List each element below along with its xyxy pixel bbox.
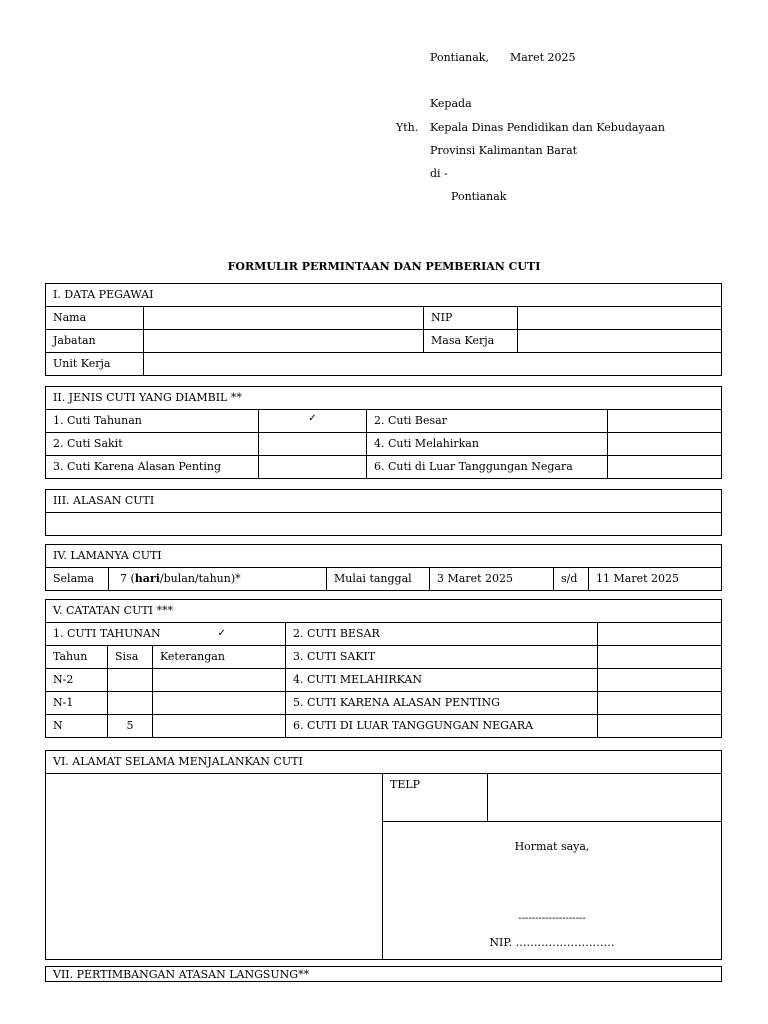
section5-heading: V. CATATAN CUTI ***: [46, 600, 722, 623]
jenis-cuti-check-cell[interactable]: [259, 433, 367, 456]
nip-label: NIP: [424, 307, 518, 330]
catatan-field[interactable]: [598, 623, 722, 646]
tahun-header: Tahun: [46, 646, 108, 669]
yth-label: Yth.: [396, 121, 419, 134]
masa-kerja-label: Masa Kerja: [424, 330, 518, 353]
nama-field[interactable]: [144, 307, 424, 330]
jenis-cuti-check-cell[interactable]: [608, 456, 722, 479]
duration-field[interactable]: [109, 568, 327, 591]
jenis-cuti-label: 2. Cuti Sakit: [46, 433, 259, 456]
checkmark-icon: ✓: [217, 628, 226, 639]
keterangan-cell[interactable]: [153, 669, 286, 692]
catatan-label: 4. CUTI MELAHIRKAN: [286, 669, 598, 692]
section-data-pegawai: [45, 283, 722, 376]
unit-kerja-field[interactable]: [144, 353, 722, 376]
catatan-field[interactable]: [598, 669, 722, 692]
duration-unit: hari: [134, 572, 160, 585]
jenis-cuti-label: 4. Cuti Melahirkan: [367, 433, 608, 456]
telp-field[interactable]: [488, 774, 722, 822]
section6-heading: VI. ALAMAT SELAMA MENJALANKAN CUTI: [46, 751, 722, 774]
nama-label: Nama: [46, 307, 144, 330]
jenis-cuti-check-cell[interactable]: [608, 410, 722, 433]
jenis-cuti-label: 2. Cuti Besar: [367, 410, 608, 433]
jenis-cuti-check-cell[interactable]: [608, 433, 722, 456]
tahun-cell: N-1: [46, 692, 108, 715]
jabatan-field[interactable]: [144, 330, 424, 353]
catatan-field[interactable]: [598, 692, 722, 715]
alamat-field[interactable]: [46, 774, 383, 960]
section1-heading: I. DATA PEGAWAI: [46, 284, 722, 307]
catatan-label: 3. CUTI SAKIT: [286, 646, 598, 669]
cuti-tahunan-cell: [46, 623, 286, 646]
recipient-line-3: di -: [430, 167, 448, 180]
sisa-cell[interactable]: 5: [108, 715, 153, 738]
sisa-cell[interactable]: [108, 692, 153, 715]
recipient-line-1: Kepala Dinas Pendidikan dan Kebudayaan: [430, 121, 665, 134]
form-title: FORMULIR PERMINTAAN DAN PEMBERIAN CUTI: [227, 260, 541, 273]
section2-heading: II. JENIS CUTI YANG DIAMBIL **: [46, 387, 722, 410]
keterangan-header: Keterangan: [153, 646, 286, 669]
duration-options: /bulan/tahun)*: [159, 572, 241, 585]
jabatan-label: Jabatan: [46, 330, 144, 353]
section-alasan-cuti: [45, 489, 722, 536]
keterangan-cell[interactable]: [153, 692, 286, 715]
kepada-label: Kepada: [430, 97, 472, 110]
end-date-field[interactable]: 11 Maret 2025: [589, 568, 722, 591]
unit-kerja-label: Unit Kerja: [46, 353, 144, 376]
keterangan-cell[interactable]: [153, 715, 286, 738]
duration-number: 7 (: [120, 572, 135, 585]
nip-field[interactable]: [518, 307, 722, 330]
alasan-cuti-field[interactable]: [46, 513, 722, 536]
catatan-field[interactable]: [598, 715, 722, 738]
catatan-label: 5. CUTI KARENA ALASAN PENTING: [286, 692, 598, 715]
jenis-cuti-check-cell[interactable]: [259, 456, 367, 479]
jenis-cuti-label: 3. Cuti Karena Alasan Penting: [46, 456, 259, 479]
sd-label: s/d: [554, 568, 589, 591]
catatan-field[interactable]: [598, 646, 722, 669]
jenis-cuti-label: 6. Cuti di Luar Tanggungan Negara: [367, 456, 608, 479]
sisa-cell[interactable]: [108, 669, 153, 692]
cuti-tahunan-label: 1. CUTI TAHUNAN: [53, 627, 161, 640]
signature-cell: [383, 822, 722, 960]
section4-heading: IV. LAMANYA CUTI: [46, 545, 722, 568]
section7-heading: VII. PERTIMBANGAN ATASAN LANGSUNG**: [46, 967, 722, 982]
checkmark-icon[interactable]: ✓: [259, 410, 367, 433]
place-label: Pontianak,: [430, 51, 489, 64]
masa-kerja-field[interactable]: [518, 330, 722, 353]
hormat-label: Hormat saya,: [514, 840, 590, 853]
date-label: Maret 2025: [510, 51, 576, 64]
signer-nip: NIP. ………………………: [489, 936, 615, 949]
section-jenis-cuti: [45, 386, 722, 479]
catatan-label: 6. CUTI DI LUAR TANGGUNGAN NEGARA: [286, 715, 598, 738]
section-lamanya-cuti: [45, 544, 722, 591]
section3-heading: III. ALASAN CUTI: [46, 490, 722, 513]
sisa-header: Sisa: [108, 646, 153, 669]
start-date-field[interactable]: 3 Maret 2025: [430, 568, 554, 591]
recipient-line-4: Pontianak: [451, 190, 507, 203]
section-alamat: [45, 750, 722, 960]
recipient-line-2: Provinsi Kalimantan Barat: [430, 144, 578, 157]
catatan-label: 2. CUTI BESAR: [286, 623, 598, 646]
tahun-cell: N: [46, 715, 108, 738]
section-catatan-cuti: [45, 599, 722, 738]
selama-label: Selama: [46, 568, 109, 591]
telp-label: TELP: [383, 774, 488, 822]
section-pertimbangan: [45, 966, 722, 982]
jenis-cuti-label: 1. Cuti Tahunan: [46, 410, 259, 433]
mulai-label: Mulai tanggal: [327, 568, 430, 591]
tahun-cell: N-2: [46, 669, 108, 692]
signature-line: --------------------: [518, 913, 586, 924]
